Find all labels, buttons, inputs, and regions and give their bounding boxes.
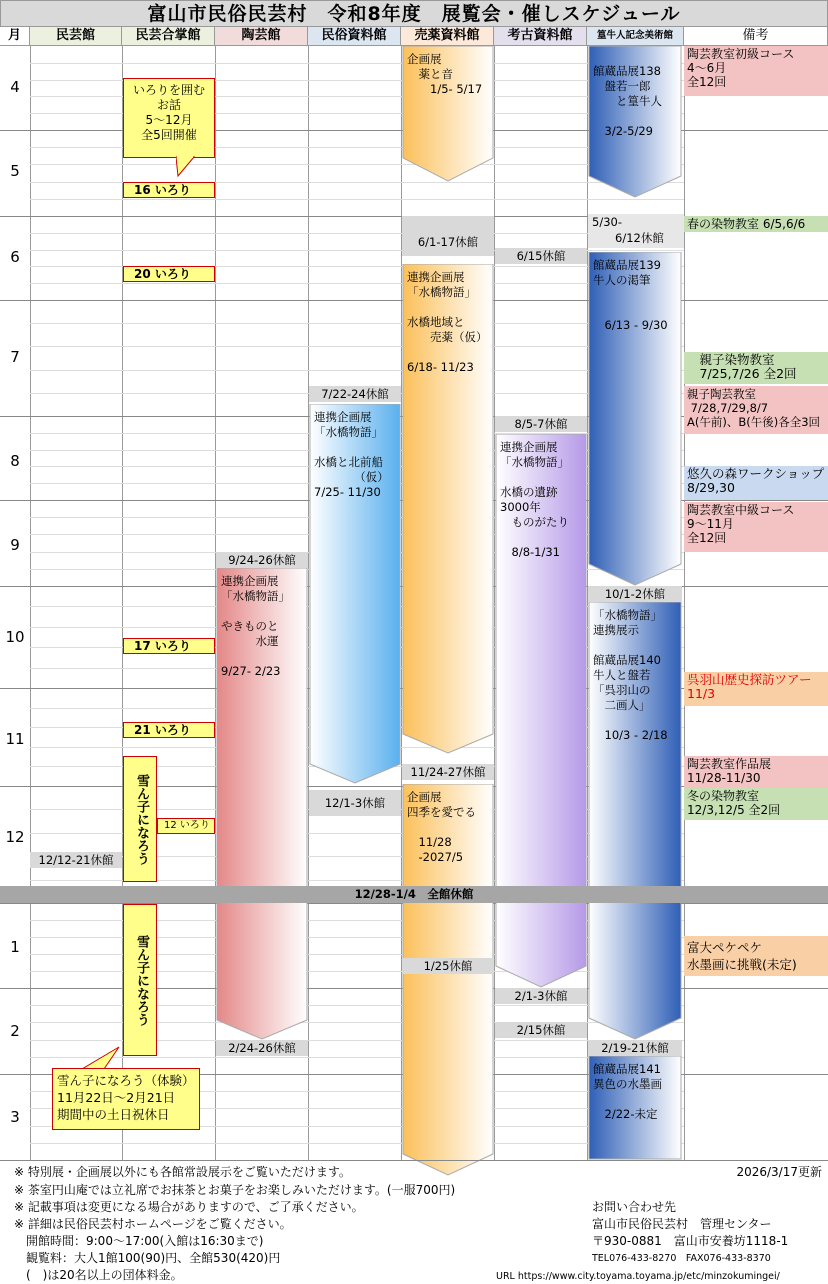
exhibit-arrow-baiyaku-shiki <box>402 784 494 1176</box>
footer-note: ※ 詳細は民俗民芸村ホームページをご覧ください。 <box>14 1217 292 1231</box>
irori-event: 16 いろり <box>123 182 215 198</box>
closure-label: 9/24-26休館 <box>216 552 308 568</box>
closure-label: 5/30- 6/12休館 <box>588 214 684 248</box>
note-tougei-beginner: 陶芸教室初級コース 4～6月 全12回 <box>684 46 828 96</box>
month-label: 12 <box>5 828 25 846</box>
exhibit-text: 企画展 四季を愛でる 11/28 -2027/5 <box>407 790 476 864</box>
header-minzoku: 民俗資料館 <box>308 27 401 46</box>
closure-label: 2/15休館 <box>495 1022 587 1038</box>
month-label: 7 <box>10 348 20 366</box>
closure-label: 10/1-2休館 <box>588 586 682 602</box>
closure-label: 2/24-26休館 <box>216 1040 308 1056</box>
note-suibokuga: 富大ペケペケ 水墨画に挑戦(未定) <box>684 936 828 976</box>
closure-label: 2/19-21休館 <box>588 1040 682 1056</box>
month-label: 3 <box>10 1108 20 1126</box>
header-baiyaku: 売薬資料館 <box>401 27 494 46</box>
footer-fee: 観覧料：大人1館100(90)円、全館530(420)円 <box>14 1251 281 1265</box>
header-mingeikan: 民芸館 <box>30 27 122 46</box>
grid-row-line <box>30 1057 684 1058</box>
header-tougei: 陶芸館 <box>215 27 308 46</box>
yukinko-event: 雪ん子になろう <box>123 756 157 882</box>
note-parent-child-dyeing: 親子染物教室 7/25,7/26 全2回 <box>684 352 828 384</box>
contact-tel: TEL076-433-8270 FAX076-433-8370 <box>592 1253 771 1264</box>
homepage-link[interactable]: URL https://www.city.toyama.toyama.jp/etc/minzokumingei/ <box>496 1271 780 1282</box>
closure-label: 8/5-7休館 <box>495 416 587 432</box>
exhibit-arrow-kouko-mizuhashi <box>495 434 587 988</box>
grid-column-line <box>30 46 31 1160</box>
note-tougei-intermediate: 陶芸教室中級コース 9～11月 全12回 <box>684 502 828 552</box>
exhibit-text: 企画展 薬と音 1/5- 5/17 <box>407 52 483 96</box>
callout-pointer-icon <box>176 156 200 178</box>
footer-hours: 開館時間：9:00～17:00(入館は16:30まで) <box>14 1234 264 1248</box>
month-label: 9 <box>10 536 20 554</box>
schedule-grid <box>0 46 828 1160</box>
page-title: 富山市民俗民芸村 令和8年度 展覧会・催しスケジュール <box>0 0 828 27</box>
grid-row-line <box>30 370 684 371</box>
exhibit-text: 連携企画展 「水橋物語」 やきものと 水運 9/27- 2/23 <box>221 574 290 678</box>
note-workshop: 悠久の森ワークショップ 8/29,30 <box>684 466 828 500</box>
grid-column-line <box>684 46 685 1160</box>
column-header-row <box>0 27 828 46</box>
exhibit-text: 館蔵品展139 牛人の渇筆 6/13 - 9/30 <box>593 258 668 332</box>
header-kouko: 考古資料館 <box>494 27 587 46</box>
grid-row-line <box>30 283 684 284</box>
exhibit-arrow-takamura-141 <box>588 1056 682 1160</box>
footer <box>0 1160 828 1284</box>
month-label: 11 <box>5 730 25 748</box>
footer-note: ※ 特別展・企画展以外にも各館常設展示をご覧いただけます。 <box>14 1165 351 1179</box>
exhibit-arrow-takamura-138 <box>588 46 682 198</box>
header-notes: 備考 <box>684 27 828 46</box>
closure-label: 6/1-17休館 <box>402 216 494 256</box>
month-label: 1 <box>10 938 20 956</box>
header-gassho: 民芸合掌館 <box>122 27 215 46</box>
exhibit-arrow-minzoku-mizuhashi <box>309 404 401 784</box>
header-month: 月 <box>0 27 30 46</box>
grid-row-line <box>30 1143 684 1144</box>
yukinko-callout: 雪ん子になろう（体験） 11月22日～2月21日 期間中の土日祝休日 <box>52 1068 200 1130</box>
note-parent-child-tougei: 親子陶芸教室 7/28,7/29,8/7 A(午前)、B(午後)各全3回 <box>684 386 828 434</box>
footer-note: ※ 記載事項は変更になる場合がありますので、ご了承ください。 <box>14 1200 364 1214</box>
header-takamura: 篁牛人記念美術館 <box>587 27 684 46</box>
footer-fee-note: ( )は20名以上の団体料金。 <box>14 1268 183 1282</box>
note-winter-dyeing: 冬の染物教室 12/3,12/5 全2回 <box>684 788 828 820</box>
note-kureha-tour <box>684 672 828 706</box>
grid-row-line <box>30 164 684 165</box>
month-label: 2 <box>10 1022 20 1040</box>
exhibit-text: 連携企画展 「水橋物語」 水橋地域と 売薬（仮） 6/18- 11/23 <box>407 270 488 374</box>
irori-event: 20 いろり <box>123 266 215 282</box>
contact-name: 富山市民俗民芸村 管理センター <box>592 1217 772 1231</box>
irori-event: 12 いろり <box>157 818 215 834</box>
closure-label: 7/22-24休館 <box>309 386 401 402</box>
footer-note: ※ 茶室円山庵では立礼席でお抹茶とお菓子をお楽しみいただけます。(一服700円) <box>14 1183 456 1197</box>
month-label: 6 <box>10 248 20 266</box>
closure-label: 2/1-3休館 <box>495 988 587 1004</box>
irori-callout: いろりを囲む お話 5～12月 全5回開催 <box>123 78 215 158</box>
grid-row-line <box>30 63 684 64</box>
month-label: 10 <box>5 628 25 646</box>
exhibit-text: 館蔵品展141 異色の水墨画 2/22-未定 <box>593 1062 662 1121</box>
exhibit-arrow-takamura-139 <box>588 252 682 586</box>
grid-row-line <box>30 346 684 347</box>
month-label: 8 <box>10 452 20 470</box>
exhibit-arrow-baiyaku-mizuhashi <box>402 264 494 754</box>
note-spring-dyeing: 春の染物教室 6/5,6/6 <box>684 216 828 232</box>
updated-date: 2026/3/17更新 <box>736 1165 822 1179</box>
irori-event: 17 いろり <box>123 638 215 654</box>
exhibit-arrow-tougei-mizuhashi <box>216 568 308 1040</box>
grid-row-line <box>30 199 684 200</box>
closure-label: 12/1-3休館 <box>309 790 401 816</box>
exhibit-text: 連携企画展 「水橋物語」 水橋の遺跡 3000年 ものがたり 8/8-1/31 <box>500 440 569 559</box>
irori-event: 21 いろり <box>123 722 215 738</box>
closure-label: 1/25休館 <box>402 958 494 974</box>
all-closed-bar: 12/28-1/4 全館休館 <box>0 886 828 903</box>
grid-row-line <box>30 233 684 234</box>
exhibit-arrow-takamura-140 <box>588 602 682 1040</box>
closure-label: 12/12-21休館 <box>30 852 122 868</box>
note-tougei-works: 陶芸教室作品展 11/28-11/30 <box>684 756 828 788</box>
grid-row-line <box>30 323 684 324</box>
exhibit-arrow-baiyaku-spring <box>402 46 494 182</box>
month-label: 5 <box>10 162 20 180</box>
yukinko-event: 雪ん子になろう <box>123 904 157 1056</box>
closure-label: 6/15休館 <box>495 248 587 264</box>
exhibit-text: 連携企画展 「水橋物語」 水橋と北前船 （仮） 7/25- 11/30 <box>314 410 389 499</box>
exhibit-text: 館蔵品展138 盤若一郎 と篁牛人 3/2-5/29 <box>593 64 662 138</box>
month-label: 4 <box>10 78 20 96</box>
contact-heading: お問い合わせ先 <box>592 1200 677 1214</box>
contact-address: 〒930-0881 富山市安養坊1118-1 <box>592 1234 789 1248</box>
callout-pointer-icon <box>74 1046 120 1070</box>
note-kureha-tour-text: 呉羽山歴史探訪ツアー 11/3 <box>687 672 812 701</box>
exhibit-text: 「水橋物語」 連携展示 館蔵品展140 牛人と盤若 「呉羽山の 二画人」 10/3 - 2/18 <box>593 608 668 742</box>
closure-label: 11/24-27休館 <box>402 764 494 780</box>
